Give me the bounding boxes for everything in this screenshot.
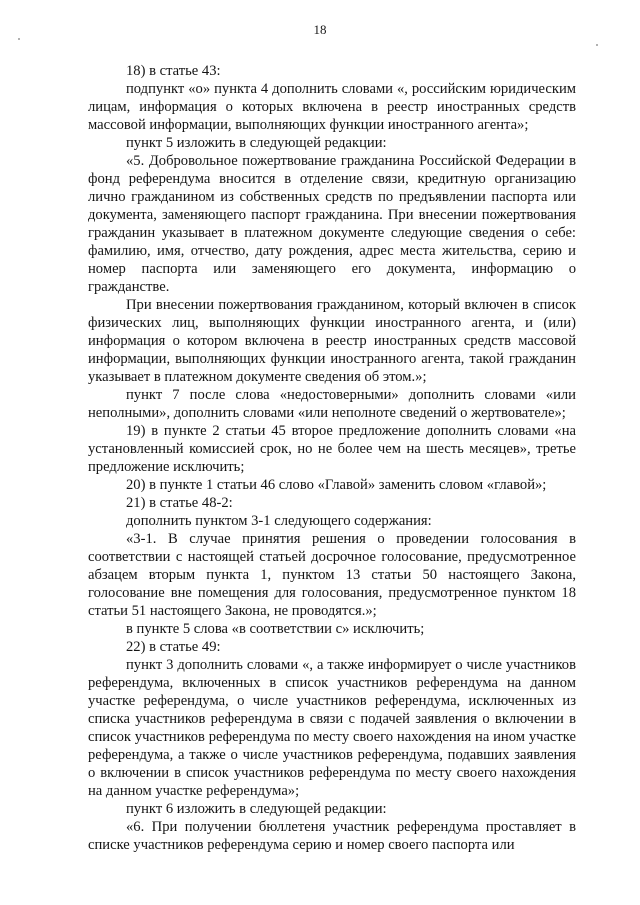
paragraph: пункт 3 дополнить словами «, а также информирует о числе участников референдума, включенных в список участников референдума на данном участке референдума, о числе участников референдума, исключенных из списка участников референдума в связи с подачей заявления о включении в список участников референдума по месту своего нахождения на ином участке референдума, а также о числе участников референдума, подавших заявления о включении в список участников референдума по месту своего нахождения на данном участке референдума»; (88, 657, 576, 799)
scan-speck (596, 44, 598, 46)
paragraph: пункт 6 изложить в следующей редакции: (126, 801, 387, 817)
paragraph: дополнить пунктом 3-1 следующего содержания: (126, 513, 432, 529)
paragraph: подпункт «о» пункта 4 дополнить словами «, российским юридическим лицам, информация о которых включена в реестр иностранных средств массовой информации, выполняющих функции иностранного агента»; (88, 81, 576, 133)
document-body (88, 62, 576, 854)
quoted-paragraph: «5. Добровольное пожертвование гражданина Российской Федерации в фонд референдума вносится в отделение связи, кредитную организацию лично гражданином из собственных средств по предъявлении паспорта или документа, заменяющего паспорт гражданина. При внесении пожертвования гражданин указывает в платежном документе следующие сведения о себе: фамилию, имя, отчество, дату рождения, адрес места жительства, серию и номер паспорта или заменяющего его документа, информацию о гражданстве. (88, 153, 576, 295)
scan-speck (18, 38, 20, 40)
quoted-paragraph: «3-1. В случае принятия решения о проведении голосования в соответствии с настоящей статьей досрочное голосование, предусмотренное абзацем вторым пункта 1, пунктом 13 статьи 50 настоящего Закона, голосование вне помещения для голосования, предусмотренное пунктом 18 статьи 51 настоящего Закона, не проводятся.»; (88, 531, 576, 619)
paragraph: При внесении пожертвования гражданином, который включен в список физических лиц, выполняющих функции иностранного агента, и (или) информация о котором включена в реестр иностранных средств массовой информации, выполняющих функции иностранного агента, такой гражданин указывает в платежном документе сведения об этом.»; (88, 297, 576, 385)
item-20: 20) в пункте 1 статьи 46 слово «Главой» заменить словом «главой»; (126, 477, 547, 493)
quoted-paragraph: «6. При получении бюллетеня участник референдума проставляет в списке участников референдума серию и номер своего паспорта или (88, 819, 576, 853)
item-19: 19) в пункте 2 статьи 45 второе предложение дополнить словами «на установленный комиссией срок, но не более чем на шесть месяцев», третье предложение исключить; (88, 423, 576, 475)
paragraph: пункт 7 после слова «недостоверными» дополнить словами «или неполными», дополнить словами «или неполноте сведений о жертвователе»; (88, 387, 576, 421)
item-18-heading: 18) в статье 43: (126, 63, 221, 79)
paragraph: пункт 5 изложить в следующей редакции: (126, 135, 387, 151)
page-number: 18 (313, 22, 327, 37)
item-22-heading: 22) в статье 49: (126, 639, 221, 655)
item-21-heading: 21) в статье 48-2: (126, 495, 233, 511)
paragraph: в пункте 5 слова «в соответствии с» исключить; (126, 621, 425, 637)
